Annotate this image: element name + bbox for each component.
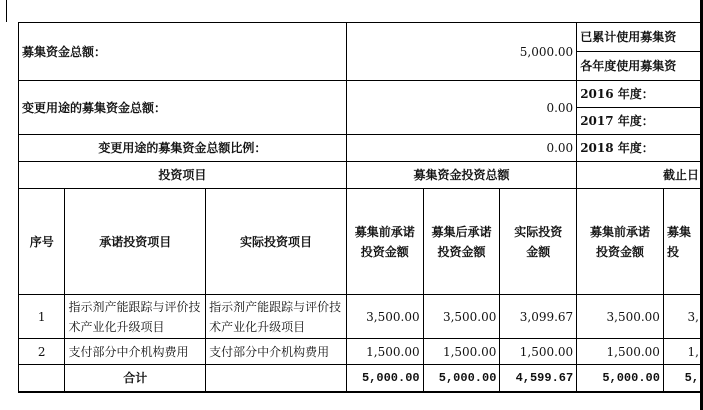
row2-committed: 支付部分中介机构费用 [65,339,206,365]
summary-row-total [19,23,703,81]
col-actual-project: 实际投资项目 [206,189,347,295]
row1-actual: 指示剂产能跟踪与评价技术产业化升级项目 [206,295,347,339]
summary-row-changed-a [19,81,703,108]
row1-cut-next: 3, [663,295,702,339]
row1-seq: 1 [19,295,65,339]
row2-cut-next: 1, [663,339,702,365]
changed-value: 0.00 [346,81,576,135]
row2-cut-pre: 1,500.00 [577,339,664,365]
total-label: 募集资金总额： [19,23,347,81]
total-row [19,365,703,392]
row2-actual-amount: 1,500.00 [500,339,577,365]
total-row-post: 5,000.00 [423,365,500,392]
cumulative-used-label: 已累计使用募集资 [577,23,702,52]
column-header-row [19,189,703,295]
total-row-cut-next: 5, [663,365,702,392]
total-value: 5,000.00 [346,23,576,81]
row2-pre: 1,500.00 [346,339,423,365]
col-committed-project: 承诺投资项目 [65,189,206,295]
row1-actual-amount: 3,099.67 [500,295,577,339]
total-row-pre: 5,000.00 [346,365,423,392]
col-pre-commit: 募集前承诺投资金额 [346,189,423,295]
left-margin-tick [0,0,7,22]
row2-actual: 支付部分中介机构费用 [206,339,347,365]
year-2018-label: 2018 年度： [577,135,703,162]
row1-committed: 指示剂产能跟踪与评价技术产业化升级项目 [65,295,206,339]
group-cutoff: 截止日 [577,162,703,189]
total-row-actual-empty [206,365,347,392]
used-labels-cell [577,23,703,81]
summary-row-ratio [19,135,703,162]
annual-used-label: 各年度使用募集资 [580,59,677,73]
changed-label: 变更用途的募集资金总额： [19,81,347,135]
table-row [19,295,703,339]
total-row-label: 合计 [65,365,206,392]
col-post-commit: 募集后承诺投资金额 [423,189,500,295]
row2-seq: 2 [19,339,65,365]
row1-cut-pre: 3,500.00 [577,295,664,339]
row1-pre: 3,500.00 [346,295,423,339]
col-cut-next: 募集投 [663,189,702,295]
table-row [19,339,703,365]
ratio-label: 变更用途的募集资金总额比例： [19,135,347,162]
col-cut-pre-commit: 募集前承诺投资金额 [577,189,664,295]
col-seq: 序号 [19,189,65,295]
total-row-seq-empty [19,365,65,392]
row1-post: 3,500.00 [423,295,500,339]
fund-usage-table [18,22,703,393]
year-2016-label: 2016 年度： [577,81,703,108]
row2-post: 1,500.00 [423,339,500,365]
total-row-cut-pre: 5,000.00 [577,365,664,392]
group-header-row [19,162,703,189]
col-actual-amount: 实际投资金额 [500,189,577,295]
total-row-actual-amount: 4,599.67 [500,365,577,392]
group-fund-investment-total: 募集资金投资总额 [346,162,576,189]
group-investment-project: 投资项目 [19,162,347,189]
ratio-value: 0.00 [346,135,576,162]
year-2017-label: 2017 年度： [577,108,703,135]
page-top-margin [0,0,703,22]
